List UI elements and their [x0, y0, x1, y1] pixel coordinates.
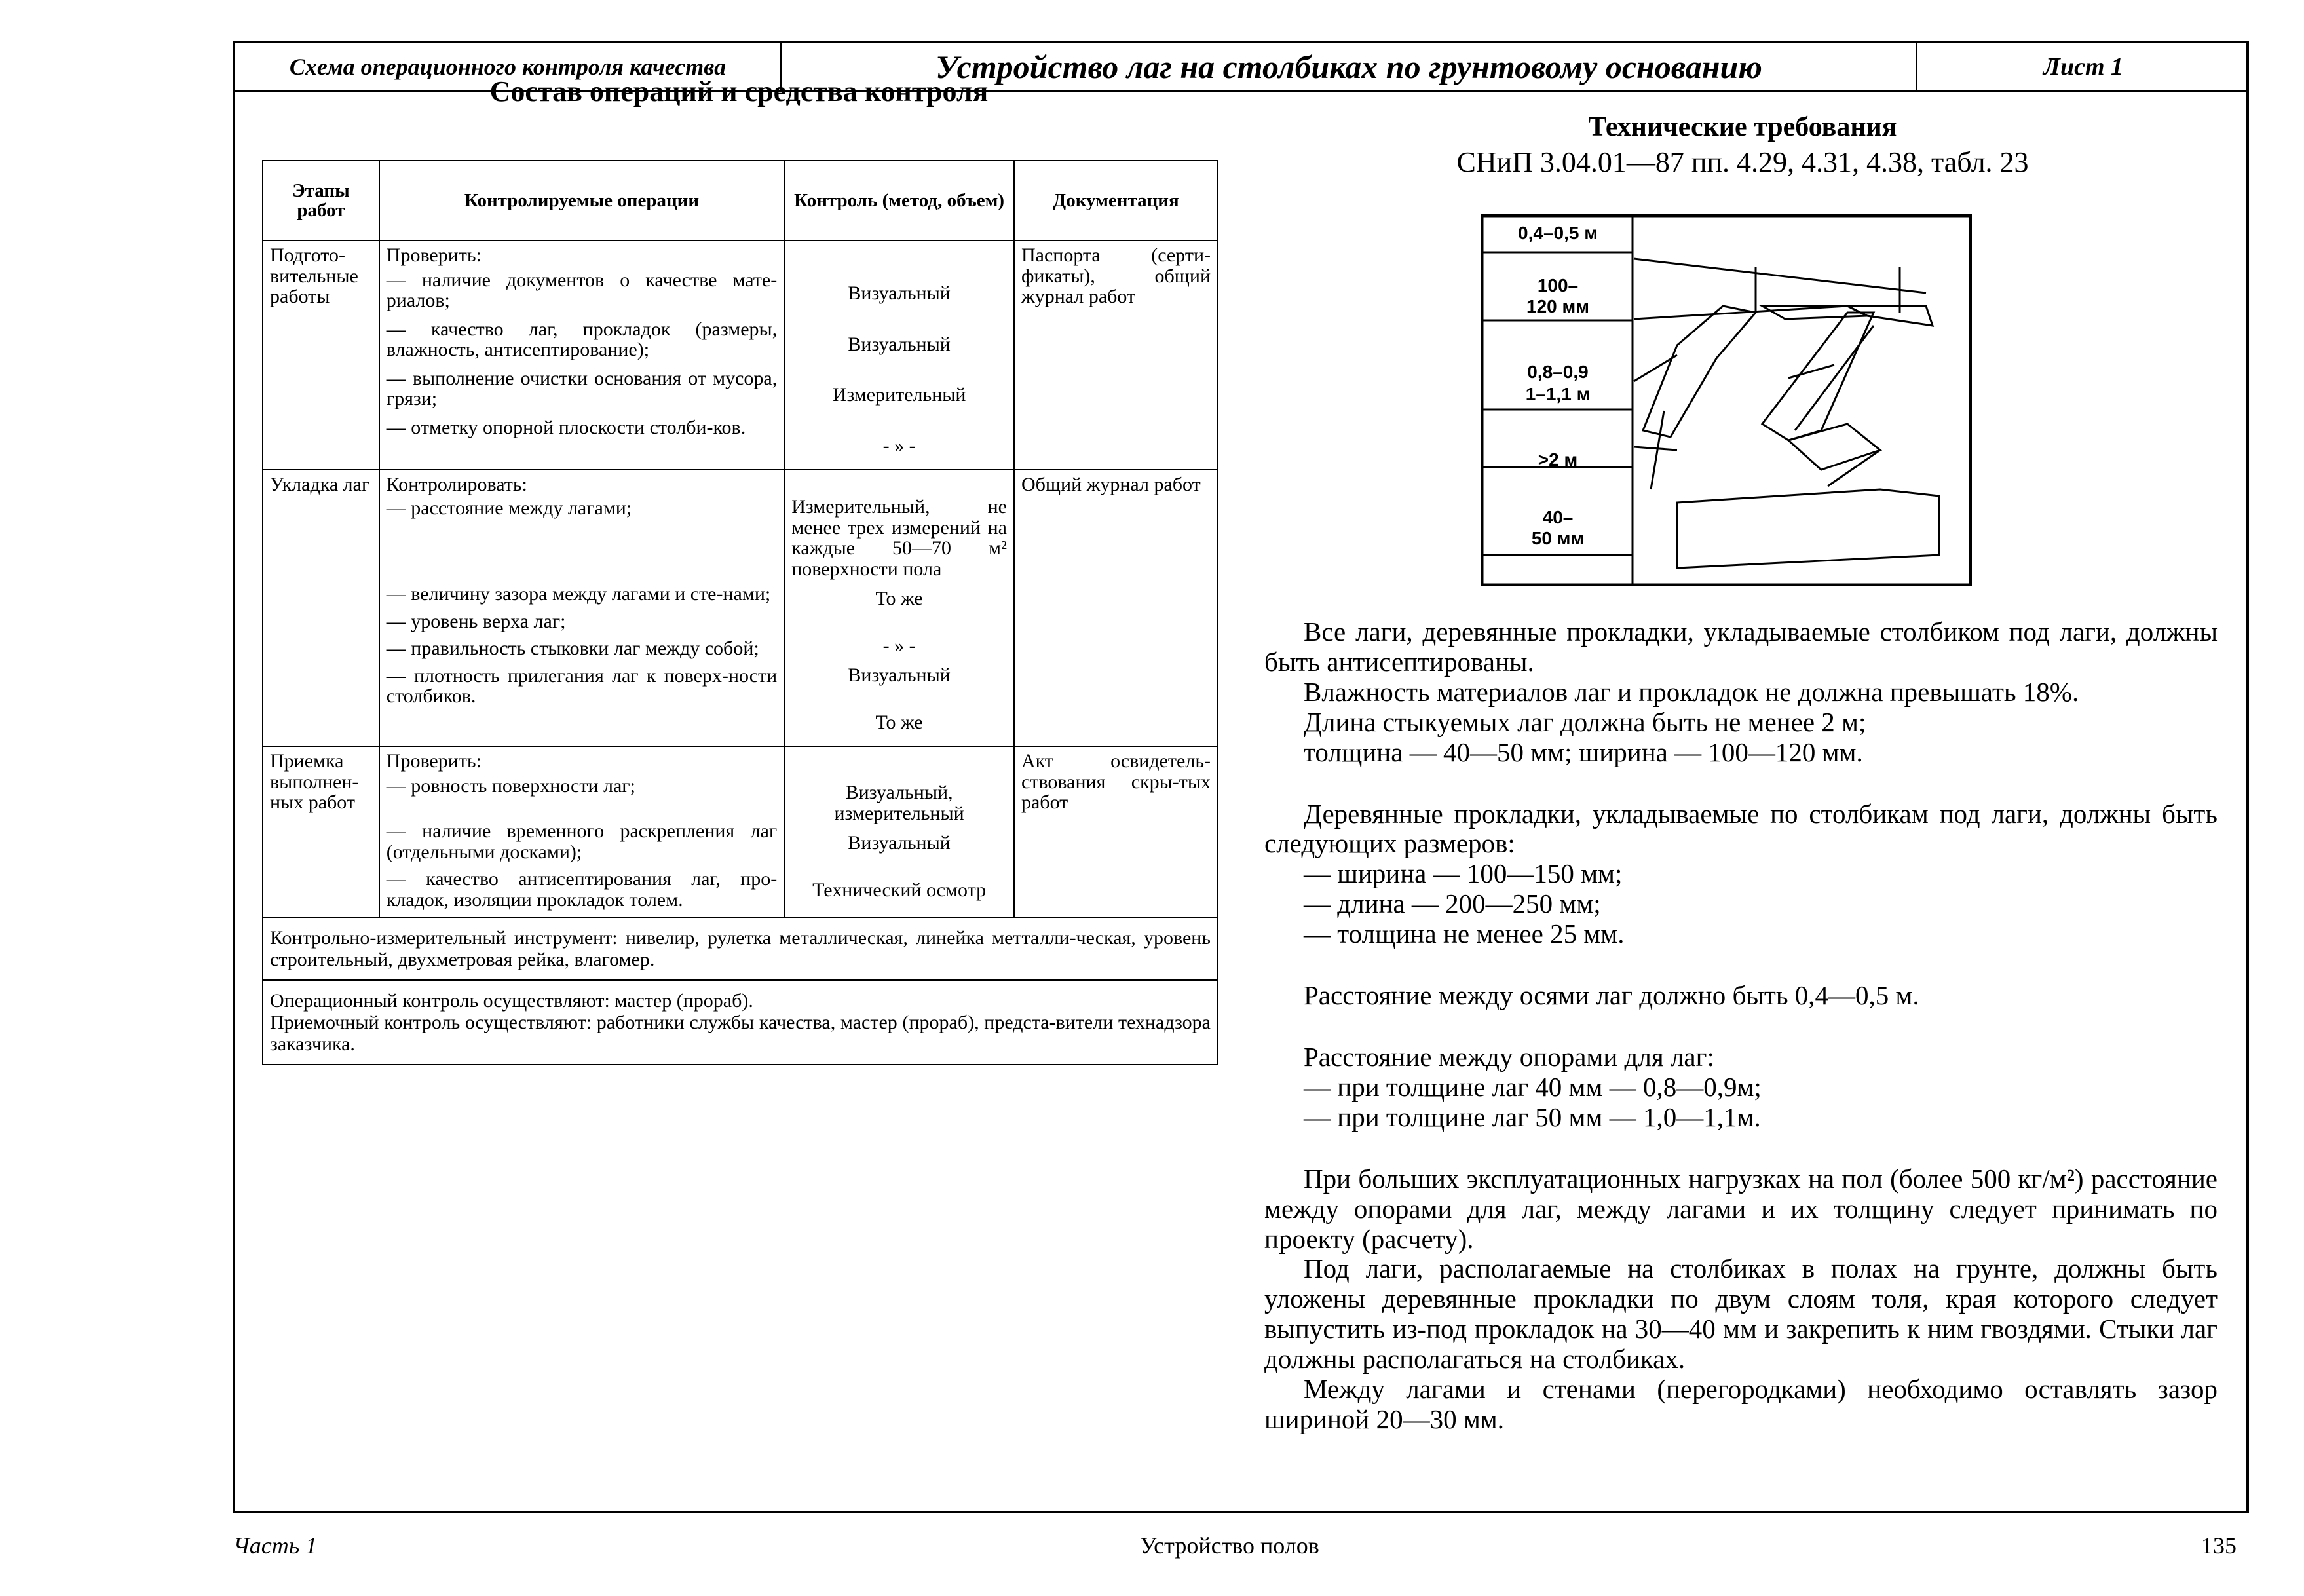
- footer-part: Часть 1: [233, 1532, 318, 1559]
- req-list-item: — при толщине лаг 50 мм — 1,0—1,1м.: [1304, 1101, 1761, 1132]
- col-control: Контроль (метод, объем): [784, 161, 1014, 240]
- operations-lead: Проверить:: [386, 750, 482, 772]
- header-scheme: Схема операционного контроля качества: [235, 43, 782, 90]
- operation-item: — расстояние между лагами;: [386, 497, 632, 519]
- tech-title: Технические требования: [1588, 112, 1897, 142]
- dim-support-spacing-a: 0,8–0,9: [1527, 362, 1589, 382]
- control-item: Визуальный: [848, 664, 951, 686]
- operation-item: — величину зазора между лагами и сте-нами;: [386, 583, 771, 605]
- control-item: Измерительный: [832, 384, 966, 406]
- control-item: Визуальный: [848, 832, 951, 854]
- control-item: Измерительный, не менее трех измерений на каждые 50—70 м² поверхности пола: [791, 496, 1007, 580]
- col-docs: Документация: [1014, 161, 1218, 240]
- dim-thickness-b: 50 мм: [1531, 528, 1585, 548]
- table-header-row: [263, 161, 1218, 240]
- operations-cell: [379, 746, 784, 917]
- operation-item: — выполнение очистки основания от мусора, грязи;: [386, 367, 778, 409]
- control-item: - » -: [882, 434, 916, 457]
- control-item: Визуальный, измерительный: [834, 782, 964, 824]
- control-cell-notes: [263, 980, 1218, 1065]
- docs-cell: Паспорта (серти-фикаты), общий журнал работ: [1014, 240, 1218, 470]
- control-item: То же: [875, 711, 923, 733]
- req-list-item: — при толщине лаг 40 мм — 0,8—0,9м;: [1304, 1071, 1762, 1102]
- control-item: Технический осмотр: [812, 879, 987, 901]
- operation-item: — качество лаг, прокладок (размеры, влажность, антисептирование);: [386, 318, 778, 360]
- col-stages: Этапы работ: [263, 161, 379, 240]
- operation-item: — отметку опорной плоскости столби-ков.: [386, 416, 746, 438]
- operation-item: — правильность стыковки лаг между собой;: [386, 637, 759, 659]
- stage-name: Подгото-вительные работы: [263, 240, 379, 470]
- operation-item: — качество антисептирования лаг, про-кладок, изоляции прокладок толем.: [386, 868, 778, 911]
- control-item: Визуальный: [848, 333, 951, 355]
- req-paragraph: Деревянные прокладки, укладываемые по столбикам под лаги, должны быть следующих размеров:: [1264, 798, 2218, 859]
- table-row: [263, 470, 1218, 746]
- dim-width-a: 100–: [1537, 275, 1579, 295]
- operations-lead: Проверить:: [386, 244, 482, 266]
- requirements-text: [1264, 617, 2218, 1435]
- tech-reference: СНиП 3.04.01—87 пп. 4.29, 4.31, 4.38, табл. 23: [1456, 146, 2029, 178]
- req-paragraph: При больших эксплуатационных нагрузках на пол (более 500 кг/м²) расстояние между опорами для лаг, между лагами и их толщину следует принимать по проекту (расчету).: [1264, 1163, 2218, 1254]
- control-item: - » -: [882, 634, 916, 656]
- docs-cell: Акт освидетель-ствования скры-тых работ: [1014, 746, 1218, 917]
- control-item: Визуальный: [848, 282, 951, 304]
- req-list-item: — толщина не менее 25 мм.: [1304, 919, 1625, 949]
- req-paragraph: Длина стыкуемых лаг должна быть не менее 2 м;: [1304, 706, 1866, 737]
- footer-section: Устройство полов: [1140, 1532, 1319, 1559]
- operations-cell: [379, 240, 784, 470]
- table-row: [263, 746, 1218, 917]
- control-row: [263, 980, 1218, 1065]
- operation-item: — уровень верха лаг;: [386, 610, 566, 632]
- header-title: Устройство лаг на столбиках по грунтовому основанию: [782, 43, 1917, 90]
- dim-thickness-a: 40–: [1542, 507, 1574, 527]
- dim-length: >2 м: [1538, 449, 1578, 470]
- operations-title: Состав операций и средства контроля: [489, 75, 989, 107]
- req-list-item: — ширина — 100—150 мм;: [1304, 858, 1623, 889]
- instruments-row: [263, 917, 1218, 980]
- control-cell: [784, 240, 1014, 470]
- operation-item: — наличие временного раскрепления лаг (отдельными досками);: [386, 820, 778, 863]
- control-cell: [784, 746, 1014, 917]
- joist-diagram: [1481, 214, 1972, 586]
- col-operations: Контролируемые операции: [379, 161, 784, 240]
- header-sheet: Лист 1: [2043, 53, 2124, 81]
- req-paragraph: Влажность материалов лаг и прокладок не должна превышать 18%.: [1304, 676, 2079, 707]
- dim-width-b: 120 мм: [1526, 296, 1589, 316]
- control-item: То же: [875, 588, 923, 609]
- control-cell: [784, 470, 1014, 746]
- req-paragraph: Все лаги, деревянные прокладки, укладываемые столбиком под лаги, должны быть антисептированы.: [1264, 617, 2218, 677]
- operational-control: Операционный контроль осуществляют: мастер (прораб).: [270, 990, 753, 1012]
- operation-item: — ровность поверхности лаг;: [386, 774, 635, 797]
- req-paragraph: толщина — 40—50 мм; ширина — 100—120 мм.: [1304, 736, 1863, 767]
- dim-support-spacing-b: 1–1,1 м: [1525, 384, 1591, 404]
- req-list-item: — длина — 200—250 мм;: [1304, 888, 1601, 919]
- instruments-text: Контрольно-измерительный инструмент: нивелир, рулетка металлическая, линейка метталли-ческая, уровень строительный, двухметровая рейка, влагомер.: [263, 917, 1218, 980]
- operations-table: [262, 160, 1218, 1065]
- tech-requirements-heading: [1245, 111, 2240, 179]
- table-row: [263, 240, 1218, 470]
- req-paragraph: Под лаги, располагаемые на столбиках в полах на грунте, должны быть уложены деревянные прокладки по двум слоям толя, края которого следует выпустить из-под прокладок на 30—40 мм и закрепить к ним гвоздями. Стыки лаг должны располагаться на столбиках.: [1264, 1253, 2218, 1375]
- operations-lead: Контролировать:: [386, 474, 527, 495]
- acceptance-control: Приемочный контроль осуществляют: работники службы качества, мастер (прораб), предста-вители технадзора заказчика.: [270, 1012, 1211, 1055]
- page-number: 135: [2201, 1532, 2237, 1559]
- dim-joist-spacing: 0,4–0,5 м: [1518, 223, 1598, 243]
- operation-item: — наличие документов о качестве мате-риалов;: [386, 269, 778, 311]
- req-paragraph: Между лагами и стенами (перегородками) необходимо оставлять зазор шириной 20—30 мм.: [1264, 1374, 2218, 1434]
- stage-name: Приемка выполнен-ных работ: [263, 746, 379, 917]
- req-paragraph: Расстояние между опорами для лаг:: [1304, 1041, 1714, 1072]
- stage-name: Укладка лаг: [263, 470, 379, 746]
- operations-cell: [379, 470, 784, 746]
- operation-item: — плотность прилегания лаг к поверх-ности столбиков.: [386, 664, 778, 707]
- req-paragraph: Расстояние между осями лаг должно быть 0,4—0,5 м.: [1304, 980, 1919, 1011]
- docs-cell: Общий журнал работ: [1014, 470, 1218, 746]
